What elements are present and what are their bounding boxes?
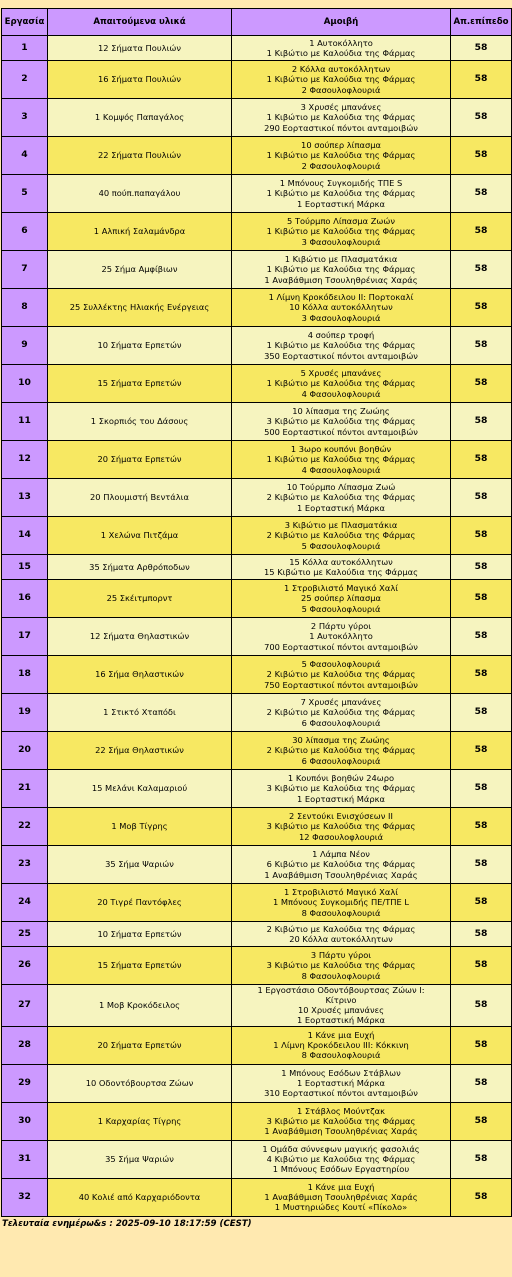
quest-number: 12 — [2, 441, 48, 479]
reward-line: 5 Τούρμπο Λίπασμα Ζωών — [287, 216, 395, 227]
required-level: 58 — [451, 1064, 512, 1102]
reward-line: 8 Φασουλοφλουριά — [301, 1050, 381, 1061]
table-row — [2, 403, 512, 441]
table-row — [2, 656, 512, 694]
table-row — [2, 213, 512, 251]
reward-line: 20 Κόλλα αυτοκόλλητων — [289, 934, 393, 944]
required-level: 58 — [451, 403, 512, 441]
quest-number: 25 — [2, 922, 48, 947]
required-materials: 20 Σήματα Ερπετών — [48, 441, 232, 479]
reward-cell — [232, 694, 451, 732]
required-materials: 40 Κολιέ από Καρχαριόδοντα — [48, 1178, 232, 1216]
reward-cell — [232, 175, 451, 213]
table-row — [2, 137, 512, 175]
required-materials: 22 Σήμα Θηλαστικών — [48, 732, 232, 770]
quest-number: 30 — [2, 1102, 48, 1140]
reward-line: 1 Κιβώτιο με Καλούδια της Φάρμας — [266, 48, 416, 58]
quest-number: 28 — [2, 1026, 48, 1064]
reward-line: 3 Φασουλοφλουριά — [301, 236, 381, 247]
required-level: 58 — [451, 1026, 512, 1064]
reward-cell — [232, 947, 451, 985]
required-materials: 35 Σήμα Ψαριών — [48, 1140, 232, 1178]
reward-line: 500 Εορταστικοί πόντοι ανταμοιβών — [264, 426, 418, 437]
reward-line: 1 Κιβώτιο με Καλούδια της Φάρμας — [266, 188, 416, 199]
quest-number: 17 — [2, 618, 48, 656]
quest-number: 10 — [2, 365, 48, 403]
required-level: 58 — [451, 618, 512, 656]
reward-line: 2 Κιβώτιο με Καλούδια της Φάρμας — [266, 530, 416, 541]
reward-line: 1 Αυτοκόλλητο — [309, 631, 373, 642]
required-materials: 35 Σήμα Ψαριών — [48, 846, 232, 884]
reward-line: 1 Στροβιλιστό Μαγικό Χαλί — [283, 583, 399, 594]
required-materials: 35 Σήματα Αρθρόποδων — [48, 555, 232, 580]
reward-line: 2 Φασουλοφλουριά — [301, 84, 381, 95]
reward-line: 1 Εορταστική Μάρκα — [296, 1078, 386, 1089]
required-materials: 40 πούπ.παπαγάλου — [48, 175, 232, 213]
table-row — [2, 327, 512, 365]
required-level: 58 — [451, 985, 512, 1027]
reward-cell — [232, 884, 451, 922]
reward-cell — [232, 922, 451, 947]
table-row — [2, 1140, 512, 1178]
reward-line: 4 σούπερ τροφή — [307, 330, 375, 341]
table-row — [2, 517, 512, 555]
required-materials: 1 Καρχαρίας Τίγρης — [48, 1102, 232, 1140]
reward-line: 1 Μπόνους Εσόδων Εργαστηρίου — [272, 1164, 410, 1175]
reward-line: 2 Φασουλοφλουριά — [301, 160, 381, 171]
required-materials: 1 Στικτό Χταπόδι — [48, 694, 232, 732]
required-level: 58 — [451, 213, 512, 251]
required-materials: 10 Σήματα Ερπετών — [48, 327, 232, 365]
reward-cell — [232, 618, 451, 656]
reward-cell — [232, 289, 451, 327]
required-level: 58 — [451, 327, 512, 365]
reward-cell — [232, 61, 451, 99]
reward-line: 3 Χρυσές μπανάνες — [300, 102, 382, 113]
table-row — [2, 555, 512, 580]
reward-cell — [232, 213, 451, 251]
reward-cell — [232, 99, 451, 137]
reward-line: 5 Φασουλοφλουριά — [301, 659, 381, 670]
table-row — [2, 365, 512, 403]
reward-line: 1 Κιβώτιο με Καλούδια της Φάρμας — [266, 226, 416, 237]
required-level: 58 — [451, 479, 512, 517]
required-level: 58 — [451, 555, 512, 580]
reward-line: 3 Κιβώτιο με Καλούδια της Φάρμας — [266, 1116, 416, 1127]
required-materials: 12 Σήματα Θηλαστικών — [48, 618, 232, 656]
required-materials: 25 Συλλέκτης Ηλιακής Ενέργειας — [48, 289, 232, 327]
reward-cell — [232, 732, 451, 770]
reward-line: 10 λίπασμα της Ζωώης — [292, 406, 390, 417]
reward-cell — [232, 1026, 451, 1064]
reward-line: 1 Αναβάθμιση Τσουληθρένιας Χαράς — [264, 274, 418, 285]
table-row — [2, 1064, 512, 1102]
reward-cell — [232, 517, 451, 555]
required-level: 58 — [451, 656, 512, 694]
table-row — [2, 846, 512, 884]
quest-number: 9 — [2, 327, 48, 365]
quest-number: 6 — [2, 213, 48, 251]
required-level: 58 — [451, 251, 512, 289]
reward-line: 310 Εορταστικοί πόντοι ανταμοιβών — [264, 1088, 418, 1099]
required-level: 58 — [451, 1102, 512, 1140]
reward-line: 1 Εορταστική Μάρκα — [296, 793, 386, 804]
reward-cell — [232, 656, 451, 694]
reward-line: 350 Εορταστικοί πόντοι ανταμοιβών — [264, 350, 418, 361]
table-row — [2, 1026, 512, 1064]
reward-cell — [232, 403, 451, 441]
reward-line: 1 Μπόνους Συγκομιδής ΤΠΕ S — [279, 178, 403, 189]
required-materials: 25 Σήμα Αμφίβιων — [48, 251, 232, 289]
table-row — [2, 985, 512, 1027]
quest-number: 19 — [2, 694, 48, 732]
required-materials: 1 Κομψός Παπαγάλος — [48, 99, 232, 137]
quest-number: 5 — [2, 175, 48, 213]
required-materials: 20 Σήματα Ερπετών — [48, 1026, 232, 1064]
required-materials: 1 Μοβ Τίγρης — [48, 808, 232, 846]
reward-line: 8 Φασουλοφλουριά — [301, 970, 381, 981]
reward-line: 3 Κιβώτιο με Καλούδια της Φάρμας — [266, 416, 416, 427]
reward-line: 3 Κιβώτιο με Καλούδια της Φάρμας — [266, 821, 416, 832]
reward-line: 1 Μυστηριώδες Κουτί «Πίκολο» — [274, 1202, 408, 1213]
quest-number: 21 — [2, 770, 48, 808]
reward-line: 1 Στάβλος Μούντζακ — [297, 1105, 385, 1116]
required-materials: 20 Πλουμιστή Βεντάλια — [48, 479, 232, 517]
reward-line: 12 Φασουλοφλουριά — [298, 831, 384, 842]
required-materials: 10 Οδοντόβουρτσα Ζώων — [48, 1064, 232, 1102]
table-row — [2, 61, 512, 99]
required-level: 58 — [451, 517, 512, 555]
reward-line: 1 Εργοστάσιο Οδοντόβουρτσας Ζώων Ι: — [257, 985, 425, 995]
table-row — [2, 947, 512, 985]
required-materials: 20 Τιγρέ Παντόφλες — [48, 884, 232, 922]
reward-line: 10 Κόλλα αυτοκόλλητων — [289, 302, 393, 313]
reward-line: Κίτρινο — [325, 995, 357, 1006]
required-level: 58 — [451, 922, 512, 947]
reward-cell — [232, 985, 451, 1027]
required-level: 58 — [451, 441, 512, 479]
required-level: 58 — [451, 770, 512, 808]
reward-cell — [232, 479, 451, 517]
reward-line: 6 Κιβώτιο με Καλούδια της Φάρμας — [266, 859, 416, 870]
reward-cell — [232, 1102, 451, 1140]
reward-line: 7 Χρυσές μπανάνες — [300, 697, 382, 708]
quest-number: 13 — [2, 479, 48, 517]
required-level: 58 — [451, 1178, 512, 1216]
reward-line: 1 Κάνε μια Ευχή — [307, 1029, 375, 1040]
quest-number: 2 — [2, 61, 48, 99]
reward-line: 1 Αυτοκόλλητο — [309, 37, 373, 48]
quest-number: 16 — [2, 580, 48, 618]
quest-number: 23 — [2, 846, 48, 884]
required-materials: 22 Σήματα Πουλιών — [48, 137, 232, 175]
reward-line: 1 Μπόνους Συγκομιδής ΠΕ/ΤΠΕ L — [272, 897, 410, 908]
reward-line: 1 Κάνε μια Ευχή — [307, 1181, 375, 1192]
quest-number: 14 — [2, 517, 48, 555]
table-row — [2, 618, 512, 656]
required-level: 58 — [451, 884, 512, 922]
reward-line: 3 Κιβώτιο με Πλασματάκια — [284, 520, 398, 531]
required-materials: 10 Σήματα Ερπετών — [48, 922, 232, 947]
quest-number: 3 — [2, 99, 48, 137]
reward-line: 1 Κιβώτιο με Πλασματάκια — [284, 254, 398, 265]
reward-line: 2 Πάρτυ γύροι — [310, 621, 372, 632]
required-materials: 16 Σήματα Πουλιών — [48, 61, 232, 99]
quest-number: 22 — [2, 808, 48, 846]
required-materials: 1 Μοβ Κροκόδειλος — [48, 985, 232, 1027]
required-level: 58 — [451, 846, 512, 884]
table-row — [2, 694, 512, 732]
quest-number: 26 — [2, 947, 48, 985]
table-row — [2, 732, 512, 770]
table-row — [2, 99, 512, 137]
reward-line: 10 Χρυσές μπανάνες — [297, 1005, 385, 1016]
table-body — [2, 36, 512, 1217]
reward-line: 3 Κιβώτιο με Καλούδια της Φάρμας — [266, 960, 416, 971]
required-level: 58 — [451, 580, 512, 618]
reward-line: 3 Κιβώτιο με Καλούδια της Φάρμας — [266, 783, 416, 794]
table-row — [2, 1102, 512, 1140]
table-row — [2, 808, 512, 846]
header-level: Απ.επίπεδο — [451, 9, 512, 36]
reward-line: 290 Εορταστικοί πόντοι ανταμοιβών — [264, 122, 418, 133]
required-level: 58 — [451, 61, 512, 99]
table-row — [2, 922, 512, 947]
quest-number: 29 — [2, 1064, 48, 1102]
reward-line: 3 Φασουλοφλουριά — [301, 312, 381, 323]
reward-line: 1 Στροβιλιστό Μαγικό Χαλί — [283, 887, 399, 898]
reward-cell — [232, 36, 451, 61]
quest-number: 4 — [2, 137, 48, 175]
reward-line: 1 Κιβώτιο με Καλούδια της Φάρμας — [266, 150, 416, 161]
table-row — [2, 479, 512, 517]
reward-line: 15 Κιβώτιο με Καλούδια της Φάρμας — [264, 567, 418, 577]
required-materials: 16 Σήμα Θηλαστικών — [48, 656, 232, 694]
required-materials: 12 Σήματα Πουλιών — [48, 36, 232, 61]
reward-cell — [232, 846, 451, 884]
reward-line: 1 Κιβώτιο με Καλούδια της Φάρμας — [266, 454, 416, 465]
reward-cell — [232, 580, 451, 618]
required-materials: 15 Σήματα Ερπετών — [48, 365, 232, 403]
quest-number: 24 — [2, 884, 48, 922]
required-level: 58 — [451, 289, 512, 327]
reward-line: 5 Φασουλοφλουριά — [301, 540, 381, 551]
quest-number: 32 — [2, 1178, 48, 1216]
reward-line: 6 Φασουλοφλουριά — [301, 755, 381, 766]
quest-number: 18 — [2, 656, 48, 694]
reward-line: 6 Φασουλοφλουριά — [301, 717, 381, 728]
required-materials: 15 Μελάνι Καλαμαριού — [48, 770, 232, 808]
reward-line: 4 Κιβώτιο με Καλούδια της Φάρμας — [266, 1154, 416, 1165]
required-level: 58 — [451, 137, 512, 175]
required-level: 58 — [451, 99, 512, 137]
reward-cell — [232, 770, 451, 808]
reward-line: 1 Κιβώτιο με Καλούδια της Φάρμας — [266, 378, 416, 389]
reward-line: 2 Κιβώτιο με Καλούδια της Φάρμας — [266, 745, 416, 756]
reward-line: 1 Κουπόνι βοηθών 24ωρο — [287, 773, 395, 784]
required-materials: 15 Σήματα Ερπετών — [48, 947, 232, 985]
reward-cell — [232, 555, 451, 580]
reward-line: 15 Κόλλα αυτοκόλλητων — [289, 556, 393, 567]
last-updated: Τελευταία ενημέρω&s : 2025-09-10 18:17:59 (CEST) — [2, 1218, 252, 1229]
reward-line: 1 Λίμνη Κροκόδειλου ΙΙΙ: Κόκκινη — [273, 1040, 409, 1051]
required-materials: 25 Σκέιτμπορντ — [48, 580, 232, 618]
table-row — [2, 580, 512, 618]
reward-line: 2 Κιβώτιο με Καλούδια της Φάρμας — [266, 492, 416, 503]
reward-line: 1 Κιβώτιο με Καλούδια της Φάρμας — [266, 112, 416, 123]
required-level: 58 — [451, 36, 512, 61]
reward-cell — [232, 365, 451, 403]
quest-number: 20 — [2, 732, 48, 770]
reward-line: 1 Αναβάθμιση Τσουληθρένιας Χαράς — [264, 1126, 418, 1137]
quest-number: 31 — [2, 1140, 48, 1178]
reward-line: 1 Κιβώτιο με Καλούδια της Φάρμας — [266, 264, 416, 275]
reward-line: 1 Εορταστική Μάρκα — [296, 1015, 386, 1026]
reward-cell — [232, 1178, 451, 1216]
reward-line: 5 Χρυσές μπανάνες — [300, 368, 382, 379]
table-header-row — [2, 9, 512, 36]
table-row — [2, 441, 512, 479]
reward-line: 1 Αναβάθμιση Τσουληθρένιας Χαράς — [264, 1192, 418, 1203]
table-row — [2, 770, 512, 808]
quest-number: 11 — [2, 403, 48, 441]
required-materials: 1 Χελώνα Πιτζάμα — [48, 517, 232, 555]
table-row — [2, 1178, 512, 1216]
reward-line: 5 Φασουλοφλουριά — [301, 603, 381, 614]
quest-number: 15 — [2, 555, 48, 580]
reward-cell — [232, 251, 451, 289]
reward-line: 4 Φασουλοφλουριά — [301, 464, 381, 475]
required-level: 58 — [451, 808, 512, 846]
required-level: 58 — [451, 365, 512, 403]
header-reward: Αμοιβή — [232, 9, 451, 36]
quests-table — [1, 8, 512, 1217]
reward-cell — [232, 808, 451, 846]
reward-line: 1 Μπόνους Εσόδων Στάβλων — [281, 1067, 401, 1078]
table-row — [2, 175, 512, 213]
reward-line: 2 Κιβώτιο με Καλούδια της Φάρμας — [266, 707, 416, 718]
reward-line: 1 Εορταστική Μάρκα — [296, 502, 386, 513]
quest-number: 7 — [2, 251, 48, 289]
reward-line: 700 Εορταστικοί πόντοι ανταμοιβών — [264, 641, 418, 652]
reward-line: 1 Λάμπα Νέον — [312, 849, 370, 860]
reward-cell — [232, 1140, 451, 1178]
table-row — [2, 251, 512, 289]
reward-line: 2 Σεντούκι Ενισχύσεων ΙΙ — [289, 811, 393, 822]
reward-line: 10 σούπερ λίπασμα — [301, 140, 381, 151]
reward-line: 2 Κιβώτιο με Καλούδια της Φάρμας — [266, 669, 416, 680]
required-level: 58 — [451, 175, 512, 213]
table-row — [2, 884, 512, 922]
table-row — [2, 36, 512, 61]
reward-cell — [232, 1064, 451, 1102]
header-quest: Εργασία — [2, 9, 48, 36]
required-level: 58 — [451, 1140, 512, 1178]
required-level: 58 — [451, 947, 512, 985]
reward-cell — [232, 327, 451, 365]
required-level: 58 — [451, 732, 512, 770]
reward-line: 10 Τούρμπο Λίπασμα Ζωώ — [286, 482, 396, 493]
quest-number: 8 — [2, 289, 48, 327]
reward-line: 750 Εορταστικοί πόντοι ανταμοιβών — [264, 679, 418, 690]
reward-line: 1 Ομάδα σύννεφων μαγικής φασολιάς — [262, 1143, 420, 1154]
required-level: 58 — [451, 694, 512, 732]
reward-line: 8 Φασουλοφλουριά — [301, 907, 381, 918]
reward-cell — [232, 137, 451, 175]
reward-line: 1 Κιβώτιο με Καλούδια της Φάρμας — [266, 340, 416, 351]
reward-line: 4 Φασουλοφλουριά — [301, 388, 381, 399]
quest-number: 27 — [2, 985, 48, 1027]
header-materials: Απαιτούμενα υλικά — [48, 9, 232, 36]
quest-number: 1 — [2, 36, 48, 61]
reward-line: 30 λίπασμα της Ζωώης — [292, 735, 390, 746]
table-row — [2, 289, 512, 327]
reward-cell — [232, 441, 451, 479]
reward-line: 2 Κόλλα αυτοκόλλητων — [291, 64, 391, 75]
reward-line: 1 Αναβάθμιση Τσουληθρένιας Χαράς — [264, 869, 418, 880]
reward-line: 3 Πάρτυ γύροι — [310, 950, 372, 961]
reward-line: 2 Κιβώτιο με Καλούδια της Φάρμας — [266, 923, 416, 934]
reward-line: 1 Κιβώτιο με Καλούδια της Φάρμας — [266, 74, 416, 85]
required-materials: 1 Αλπική Σαλαμάνδρα — [48, 213, 232, 251]
reward-line: 1 Λίμνη Κροκόδειλου ΙΙ: Πορτοκαλί — [268, 292, 414, 303]
reward-line: 1 3ωρο κουπόνι βοηθών — [290, 444, 392, 455]
reward-line: 1 Εορταστική Μάρκα — [296, 198, 386, 209]
reward-line: 25 σούπερ λίπασμα — [301, 593, 381, 604]
required-materials: 1 Σκορπιός του Δάσους — [48, 403, 232, 441]
